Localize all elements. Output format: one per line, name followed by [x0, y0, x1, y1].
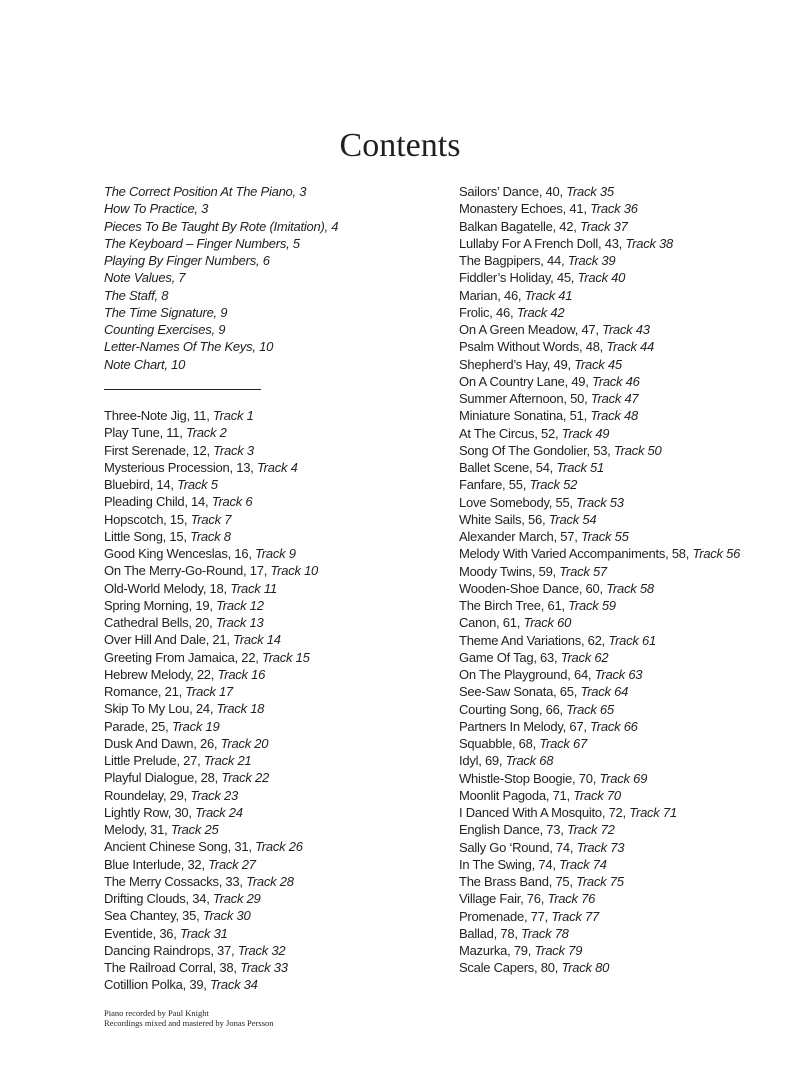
track-number: Track 14 [233, 632, 281, 648]
toc-song-entry [459, 528, 789, 545]
track-number: Track 45 [574, 356, 622, 372]
toc-song-entry [459, 459, 789, 476]
song-title: Hebrew Melody, 22, [104, 666, 218, 682]
track-number: Track 32 [237, 942, 286, 958]
song-title: Old-World Melody, 18, [104, 580, 231, 596]
track-number: Track 51 [556, 460, 605, 475]
song-title: Moonlit Pagoda, 71, [459, 787, 574, 803]
track-number: Track 39 [567, 253, 616, 268]
toc-song-entry [459, 373, 789, 390]
toc-song-entry [104, 666, 444, 683]
toc-entry: Letter-Names Of The Keys, 10 [104, 339, 274, 355]
toc-song-entry [104, 493, 444, 510]
track-number: Track 73 [576, 839, 625, 855]
toc-entry: The Correct Position At The Piano, 3 [104, 184, 307, 199]
track-number: Track 28 [246, 873, 294, 889]
song-title: Wooden-Shoe Dance, 60, [459, 580, 607, 596]
song-title: Sailors’ Dance, 40, [459, 184, 567, 199]
track-number: Track 18 [216, 701, 265, 717]
song-title: Mazurka, 79, [459, 943, 535, 958]
song-title: On The Merry-Go-Round, 17, [104, 563, 271, 579]
song-title: Pleading Child, 14, [104, 494, 212, 510]
toc-song-entry [459, 942, 789, 959]
toc-song-entry [459, 442, 789, 459]
track-number: Track 19 [171, 718, 220, 734]
song-title: Over Hill And Dale, 21, [104, 632, 234, 648]
toc-song-entry [104, 718, 444, 735]
toc-song-entry [459, 804, 789, 821]
track-number: Track 65 [566, 701, 614, 717]
track-number: Track 52 [529, 477, 578, 493]
toc-song-entry [459, 839, 789, 856]
track-number: Track 80 [561, 960, 610, 976]
track-number: Track 67 [539, 736, 587, 751]
track-number: Track 34 [210, 977, 258, 993]
song-title: English Dance, 73, [459, 822, 567, 838]
track-number: Track 21 [203, 753, 252, 768]
toc-song-entry [459, 597, 789, 614]
toc-song-entry [459, 718, 789, 735]
track-number: Track 30 [202, 908, 251, 924]
toc-song-entry [104, 407, 444, 424]
song-title: The Railroad Corral, 38, [104, 960, 241, 975]
toc-song-entry [459, 649, 789, 666]
track-number: Track 60 [523, 615, 572, 631]
song-title: White Sails, 56, [459, 511, 549, 527]
track-number: Track 42 [516, 304, 565, 320]
toc-song-entry [104, 942, 444, 959]
toc-song-entry [104, 459, 444, 476]
song-title: Blue Interlude, 32, [104, 856, 209, 872]
track-number: Track 43 [602, 322, 650, 337]
toc-entry: Note Values, 7 [104, 270, 186, 286]
track-number: Track 7 [190, 511, 232, 527]
song-title: Romance, 21, [104, 684, 186, 699]
song-title: Greeting From Jamaica, 22, [104, 649, 262, 665]
toc-song-entry [459, 683, 789, 700]
song-title: Courting Song, 66, [459, 701, 567, 717]
track-number: Track 78 [521, 925, 569, 941]
song-title: Psalm Without Words, 48, [459, 339, 607, 355]
song-title: Shepherd’s Hay, 49, [459, 356, 575, 372]
track-number: Track 4 [256, 459, 298, 475]
track-number: Track 6 [211, 494, 253, 510]
toc-song-entry [104, 476, 444, 493]
toc-song-entry [459, 356, 789, 373]
song-title: Sally Go ‘Round, 74, [459, 839, 577, 855]
song-title: Alexander March, 57, [459, 529, 581, 544]
track-number: Track 64 [580, 684, 629, 700]
song-title: Eventide, 36, [104, 925, 180, 941]
track-number: Track 53 [576, 494, 624, 510]
toc-entry: Pieces To Be Taught By Rote (Imitation), 4 [104, 218, 339, 234]
track-number: Track 35 [566, 184, 614, 199]
song-title: Whistle-Stop Boogie, 70, [459, 770, 600, 786]
track-number: Track 37 [579, 218, 628, 234]
song-title: Miniature Sonatina, 51, [459, 408, 591, 424]
song-title: On A Green Meadow, 47, [459, 322, 603, 337]
song-title: Fanfare, 55, [459, 477, 530, 493]
toc-song-entry [459, 959, 789, 976]
toc-song-entry [459, 821, 789, 838]
track-number: Track 11 [230, 580, 277, 596]
track-number: Track 29 [212, 891, 261, 906]
track-number: Track 61 [608, 632, 656, 648]
song-title: The Merry Cossacks, 33, [104, 873, 247, 889]
track-number: Track 71 [629, 805, 677, 820]
toc-entry: Counting Exercises, 9 [104, 322, 226, 337]
song-title: Scale Capers, 80, [459, 960, 562, 976]
track-number: Track 13 [215, 615, 264, 630]
song-title: Drifting Clouds, 34, [104, 891, 213, 906]
track-number: Track 38 [625, 235, 674, 251]
songs-list-right [459, 183, 789, 977]
song-title: Sea Chantey, 35, [104, 908, 203, 924]
toc-song-entry [459, 614, 789, 631]
toc-song-entry [459, 287, 789, 304]
song-title: Mysterious Procession, 13, [104, 459, 257, 475]
song-title: Theme And Variations, 62, [459, 632, 609, 648]
track-number: Track 58 [606, 580, 654, 596]
toc-song-entry [459, 770, 789, 787]
song-title: Play Tune, 11, [104, 425, 187, 441]
toc-song-entry [459, 908, 789, 925]
track-number: Track 23 [190, 787, 238, 803]
toc-song-entry [459, 735, 789, 752]
track-number: Track 69 [599, 770, 648, 786]
song-title: Hopscotch, 15, [104, 511, 191, 527]
track-number: Track 46 [592, 373, 640, 389]
song-title: Monastery Echoes, 41, [459, 201, 591, 217]
song-title: Cathedral Bells, 20, [104, 615, 216, 630]
credits-piano: Piano recorded by Paul Knight [104, 1008, 209, 1018]
song-title: Promenade, 77, [459, 908, 552, 924]
song-title: On The Playground, 64, [459, 667, 595, 682]
track-number: Track 74 [559, 856, 607, 872]
toc-song-entry [459, 890, 789, 907]
track-number: Track 72 [566, 822, 615, 838]
toc-song-entry [104, 873, 444, 890]
song-title: See-Saw Sonata, 65, [459, 684, 581, 700]
toc-song-entry [459, 580, 789, 597]
toc-song-entry [459, 235, 789, 252]
toc-song-entry [104, 804, 444, 821]
track-number: Track 25 [170, 822, 219, 837]
track-number: Track 20 [220, 735, 269, 751]
toc-song-entry [104, 890, 444, 907]
toc-song-entry [104, 631, 444, 648]
toc-song-entry [459, 563, 789, 580]
toc-song-entry [459, 752, 789, 769]
song-title: Spring Morning, 19, [104, 597, 217, 613]
toc-song-entry [459, 252, 789, 269]
toc-song-entry [459, 407, 789, 424]
toc-entry: The Staff, 8 [104, 287, 169, 303]
toc-song-entry [104, 959, 444, 976]
song-title: Game Of Tag, 63, [459, 649, 561, 665]
track-number: Track 10 [270, 563, 319, 579]
song-title: Three-Note Jig, 11, [104, 408, 213, 423]
toc-entry: How To Practice, 3 [104, 201, 209, 217]
section-divider [104, 389, 261, 390]
toc-song-entry [459, 873, 789, 890]
toc-song-entry [459, 494, 789, 511]
toc-song-entry [104, 925, 444, 942]
toc-song-entry [104, 752, 444, 769]
track-number: Track 57 [559, 563, 607, 579]
song-title: Parade, 25, [104, 718, 172, 734]
song-title: The Brass Band, 75, [459, 874, 577, 889]
track-number: Track 77 [551, 908, 599, 924]
song-title: Frolic, 46, [459, 304, 517, 320]
track-number: Track 8 [190, 528, 231, 544]
track-number: Track 9 [255, 546, 296, 561]
track-number: Track 24 [195, 804, 243, 820]
song-title: I Danced With A Mosquito, 72, [459, 805, 630, 820]
toc-song-entry [104, 511, 444, 528]
track-number: Track 62 [560, 649, 609, 665]
track-number: Track 76 [547, 891, 596, 907]
track-number: Track 33 [240, 960, 288, 975]
toc-song-entry [104, 528, 444, 545]
song-title: At The Circus, 52, [459, 425, 562, 441]
intro-list [104, 183, 444, 373]
song-title: First Serenade, 12, [104, 442, 214, 458]
song-title: Song Of The Gondolier, 53, [459, 442, 614, 458]
toc-song-entry [459, 476, 789, 493]
song-title: Skip To My Lou, 24, [104, 701, 217, 717]
toc-song-entry [459, 183, 789, 200]
toc-song-entry [104, 976, 444, 993]
song-title: Bluebird, 14, [104, 477, 178, 492]
song-title: Ancient Chinese Song, 31, [104, 839, 256, 855]
toc-song-entry [104, 424, 444, 441]
track-number: Track 5 [177, 477, 218, 492]
toc-song-entry [104, 545, 444, 562]
song-title: The Bagpipers, 44, [459, 253, 568, 268]
song-title: Moody Twins, 59, [459, 563, 560, 579]
toc-song-entry [104, 442, 444, 459]
track-number: Track 54 [548, 511, 597, 527]
songs-list-left [104, 407, 444, 994]
credits-mixing: Recordings mixed and mastered by Jonas Persson [104, 1018, 274, 1028]
song-title: Ballet Scene, 54, [459, 460, 557, 475]
track-number: Track 63 [594, 667, 643, 682]
toc-song-entry [459, 321, 789, 338]
toc-song-entry [459, 511, 789, 528]
toc-song-entry [459, 425, 789, 442]
song-title: Melody With Varied Accompaniments, 58, [459, 546, 693, 562]
track-number: Track 79 [534, 943, 583, 958]
track-number: Track 48 [590, 408, 638, 424]
track-number: Track 17 [185, 684, 233, 699]
toc-song-entry [104, 856, 444, 873]
song-title: Dusk And Dawn, 26, [104, 735, 221, 751]
toc-song-entry [104, 580, 444, 597]
toc-song-entry [459, 218, 789, 235]
toc-entry: Note Chart, 10 [104, 356, 186, 372]
track-number: Track 56 [692, 546, 741, 562]
song-title: In The Swing, 74, [459, 856, 560, 872]
track-number: Track 16 [217, 666, 266, 682]
track-number: Track 1 [212, 408, 254, 423]
toc-song-entry [104, 838, 444, 855]
track-number: Track 59 [568, 598, 616, 613]
song-title: Squabble, 68, [459, 736, 540, 751]
toc-song-entry [104, 787, 444, 804]
toc-song-entry [459, 545, 789, 562]
toc-song-entry [459, 925, 789, 942]
toc-song-entry [459, 304, 789, 321]
track-number: Track 75 [576, 874, 624, 889]
toc-song-entry [104, 683, 444, 700]
song-title: Dancing Raindrops, 37, [104, 942, 238, 958]
toc-song-entry [104, 597, 444, 614]
song-title: Little Song, 15, [104, 528, 191, 544]
song-title: Roundelay, 29, [104, 787, 191, 803]
track-number: Track 70 [573, 787, 621, 803]
toc-song-entry [459, 390, 789, 407]
track-number: Track 47 [590, 391, 639, 406]
song-title: Little Prelude, 27, [104, 753, 204, 768]
song-title: Good King Wenceslas, 16, [104, 546, 256, 561]
toc-entry: The Time Signature, 9 [104, 304, 228, 320]
song-title: Melody, 31, [104, 822, 171, 837]
track-number: Track 31 [180, 925, 228, 941]
track-number: Track 50 [613, 442, 662, 458]
song-title: Idyl, 69, [459, 753, 506, 769]
song-title: On A Country Lane, 49, [459, 373, 593, 389]
credits [104, 1008, 274, 1028]
song-title: Cotillion Polka, 39, [104, 977, 211, 993]
track-number: Track 22 [221, 770, 269, 786]
toc-song-entry [104, 907, 444, 924]
toc-song-entry [459, 632, 789, 649]
toc-song-entry [104, 821, 444, 838]
toc-song-entry [459, 338, 789, 355]
track-number: Track 26 [255, 839, 303, 855]
song-title: Summer Afternoon, 50, [459, 391, 591, 406]
toc-song-entry [104, 614, 444, 631]
track-number: Track 44 [606, 339, 655, 355]
track-number: Track 27 [208, 856, 256, 872]
toc-song-entry [459, 666, 789, 683]
track-number: Track 36 [590, 201, 638, 217]
song-title: Canon, 61, [459, 615, 524, 631]
song-title: Fiddler’s Holiday, 45, [459, 270, 578, 286]
toc-song-entry [459, 856, 789, 873]
track-number: Track 41 [524, 287, 573, 303]
song-title: Love Somebody, 55, [459, 494, 577, 510]
song-title: Partners In Melody, 67, [459, 718, 591, 734]
track-number: Track 68 [505, 753, 554, 769]
song-title: Ballad, 78, [459, 925, 522, 941]
song-title: The Birch Tree, 61, [459, 598, 569, 613]
toc-song-entry [104, 649, 444, 666]
toc-entry: Playing By Finger Numbers, 6 [104, 253, 270, 268]
track-number: Track 12 [216, 597, 264, 613]
track-number: Track 3 [213, 442, 254, 458]
song-title: Marian, 46, [459, 287, 525, 303]
track-number: Track 2 [186, 425, 227, 441]
toc-song-entry [459, 787, 789, 804]
toc-entry: The Keyboard – Finger Numbers, 5 [104, 235, 300, 251]
toc-song-entry [104, 562, 444, 579]
song-title: Lightly Row, 30, [104, 804, 196, 820]
track-number: Track 66 [590, 718, 638, 734]
song-title: Balkan Bagatelle, 42, [459, 218, 580, 234]
track-number: Track 40 [577, 270, 626, 286]
toc-song-entry [459, 200, 789, 217]
song-title: Playful Dialogue, 28, [104, 770, 222, 786]
toc-song-entry [459, 701, 789, 718]
song-title: Village Fair, 76, [459, 891, 548, 907]
toc-song-entry [459, 269, 789, 286]
track-number: Track 55 [580, 529, 629, 544]
toc-song-entry [104, 769, 444, 786]
toc-song-entry [104, 700, 444, 717]
track-number: Track 49 [561, 425, 610, 441]
toc-song-entry [104, 735, 444, 752]
song-title: Lullaby For A French Doll, 43, [459, 235, 626, 251]
page-title: Contents [339, 127, 461, 164]
track-number: Track 15 [261, 649, 310, 665]
